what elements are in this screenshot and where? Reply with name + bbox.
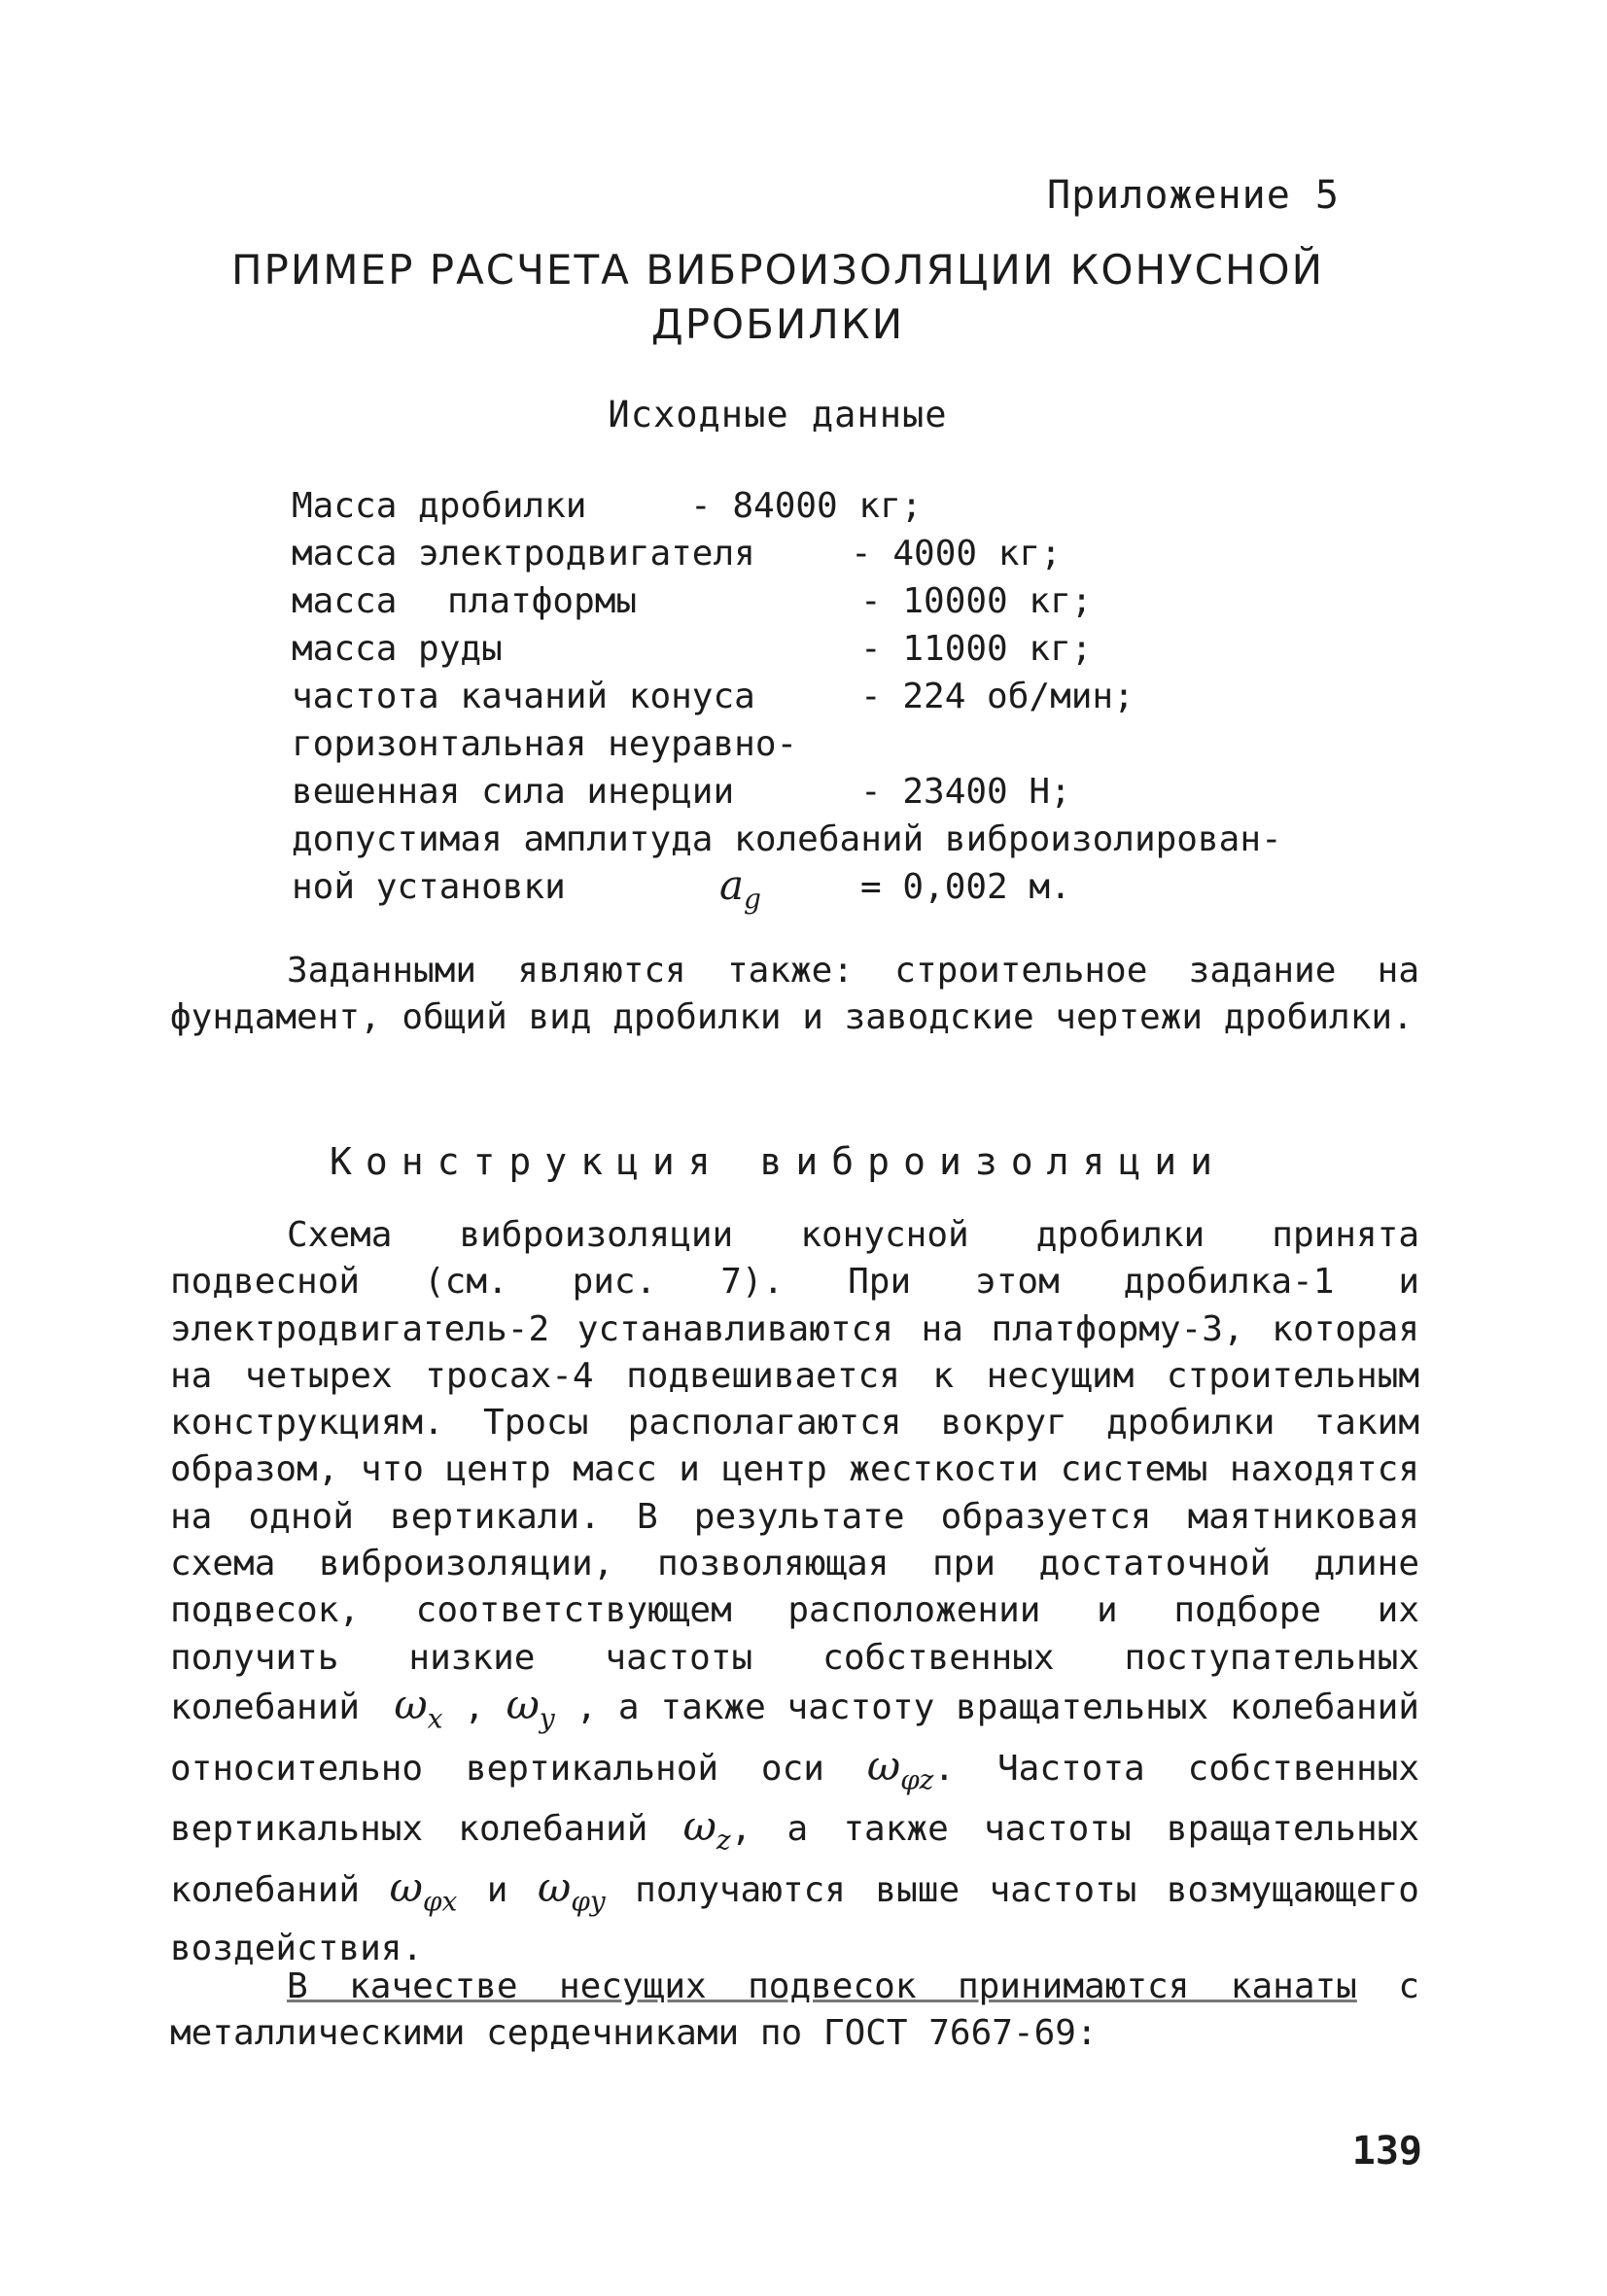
source-data-list xyxy=(292,486,1458,915)
data-label: масса электродвигателя xyxy=(292,534,755,574)
paragraph-text: В качестве несущих подвесок принимаются канаты xyxy=(287,1966,1357,2006)
data-label: частота качаний конуса xyxy=(292,677,755,716)
data-value: - 23400 Н; xyxy=(860,772,1071,812)
data-row xyxy=(292,534,1458,581)
page-number: 139 xyxy=(1351,2129,1422,2174)
data-label: масса платформы xyxy=(292,581,638,621)
data-value: - 4000 кг; xyxy=(851,534,1062,574)
data-label: допустимая амплитуда колебаний виброизолирован- xyxy=(292,819,1282,859)
data-value: - 11000 кг; xyxy=(860,629,1093,669)
amplitude-symbol: $a_g$ xyxy=(719,861,761,916)
data-row xyxy=(292,629,1458,677)
construction-paragraph xyxy=(170,1212,1419,1972)
data-value: - 224 об/мин; xyxy=(860,677,1135,716)
paragraph-text: Схема виброизоляции конусной дробилки принята подвесной (см. рис. 7). При этом дробилка-1 и электродвигатель-2 устанавливаются на платформу-3, которая на четырех тросах-4 подвешивается к несущим строительным конструкциям. Тросы располагаются вокруг дробилки таким образом, что центр масс и центр жесткости системы находятся на одной вертикали. В результате образуется маятниковая схема виброизоляции, позволяющая при достаточной длине подвесок, соответствующем расположении и подборе их получить низкие частоты собственных поступательных колебаний xyxy=(170,1215,1419,1727)
appendix-label: Приложение 5 xyxy=(1047,173,1340,218)
section-subtitle: Исходные данные xyxy=(608,394,948,435)
data-label: вешенная сила инерции xyxy=(292,772,735,812)
data-value: = 0,002 м. xyxy=(860,867,1071,907)
omega-phi-y-symbol: $\omega_{\varphi y}$ xyxy=(537,1863,606,1918)
data-row xyxy=(292,724,1458,772)
paragraph-text: с металлическими сердечниками по ГОСТ 7667-69: xyxy=(170,1966,1419,2054)
data-row xyxy=(292,581,1458,629)
omega-x-symbol: $\omega_x$ xyxy=(394,1680,443,1735)
title-line-1: ПРИМЕР РАСЧЕТА ВИБРОИЗОЛЯЦИИ КОНУСНОЙ xyxy=(230,246,1325,294)
section-heading: Конструкция виброизоляции xyxy=(330,1140,1226,1183)
data-row xyxy=(292,861,1458,916)
data-label: горизонтальная неуравно- xyxy=(292,724,798,764)
given-paragraph: Заданными являются также: строительное задание на фундамент, общий вид дробилки и заводские чертежи дробилки. xyxy=(170,951,1419,1038)
data-label: масса руды xyxy=(292,629,503,669)
paragraph-text: получаются выше частоты возмущающего воздействия. xyxy=(170,1870,1419,1968)
omega-z-symbol: $\omega_z$ xyxy=(682,1802,731,1857)
data-row xyxy=(292,772,1458,819)
data-row xyxy=(292,486,1458,534)
comma-separator: , xyxy=(464,1687,485,1727)
omega-phi-z-symbol: $\omega_{\varphi z}$ xyxy=(866,1741,934,1796)
data-label: Масса дробилки xyxy=(292,486,587,526)
paragraph-text: , а также частоту вращательных колебаний относительно вертикальной оси xyxy=(170,1687,1419,1789)
data-value: - 84000 кг; xyxy=(690,486,923,526)
data-row xyxy=(292,677,1458,724)
data-value: - 10000 кг; xyxy=(860,581,1093,621)
omega-y-symbol: $\omega_y$ xyxy=(506,1680,555,1735)
data-row xyxy=(292,819,1458,867)
page-title xyxy=(146,243,1410,352)
conjunction: и xyxy=(486,1870,508,1911)
ropes-paragraph xyxy=(170,1964,1419,2058)
paragraph-text: . Частота собственных вертикальных колебаний xyxy=(170,1748,1419,1850)
omega-phi-x-symbol: $\omega_{\varphi x}$ xyxy=(389,1863,458,1918)
paragraph-text: , а также частоты вращательных колебаний xyxy=(170,1809,1419,1911)
data-label: ной установки xyxy=(292,867,566,907)
title-line-2: ДРОБИЛКИ xyxy=(650,300,905,348)
